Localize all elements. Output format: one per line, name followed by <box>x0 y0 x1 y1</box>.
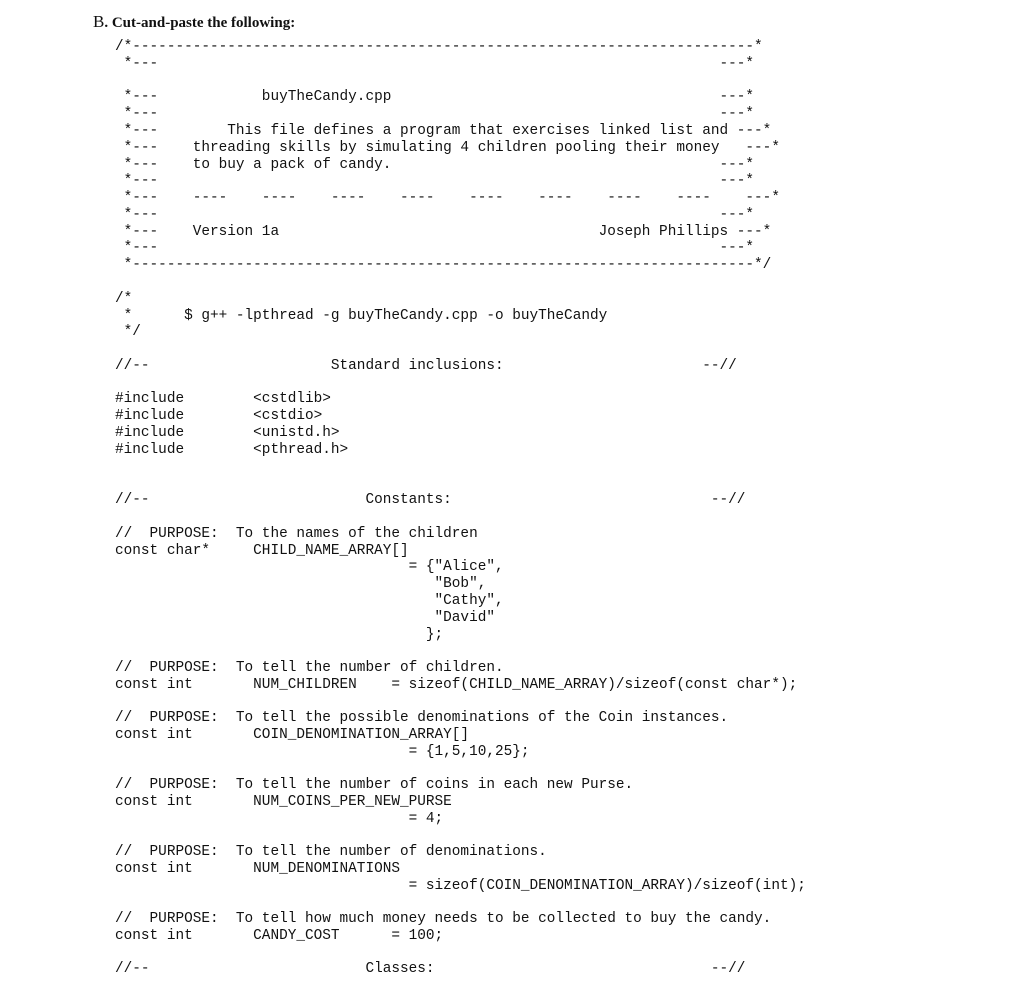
code-line: // PURPOSE: To tell the number of children. <box>115 660 504 676</box>
code-line: // PURPOSE: To tell the possible denominations of the Coin instances. <box>115 710 729 726</box>
code-line: // PURPOSE: To the names of the children <box>115 526 478 542</box>
code-line: const int NUM_CHILDREN = sizeof(CHILD_NAME_ARRAY)/sizeof(const char*); <box>115 677 798 693</box>
code-line: "David" <box>115 610 495 626</box>
code-line: = {"Alice", <box>115 559 504 575</box>
code-line: // PURPOSE: To tell the number of coins in each new Purse. <box>115 777 634 793</box>
code-line: #include <unistd.h> <box>115 425 340 441</box>
code-line: *--- threading skills by simulating 4 children pooling their money ---* <box>115 140 780 156</box>
section-title: . Cut-and-paste the following: <box>104 15 296 31</box>
code-line: #include <pthread.h> <box>115 442 349 458</box>
code-line: /* <box>115 291 133 307</box>
code-line: const int COIN_DENOMINATION_ARRAY[] <box>115 727 470 743</box>
code-line: "Cathy", <box>115 593 504 609</box>
code-line: const int CANDY_COST = 100; <box>115 928 444 944</box>
code-line: *--- ---* <box>115 173 755 189</box>
code-line: = {1,5,10,25}; <box>115 744 530 760</box>
code-line: #include <cstdio> <box>115 408 323 424</box>
code-line: */ <box>115 324 141 340</box>
code-line: *--- ---* <box>115 240 755 256</box>
code-line: *------------------------------------------------------------------------*/ <box>115 257 772 273</box>
code-line: = sizeof(COIN_DENOMINATION_ARRAY)/sizeof(int); <box>115 878 806 894</box>
code-line: /*------------------------------------------------------------------------* <box>115 39 763 55</box>
code-line: "Bob", <box>115 576 487 592</box>
code-line: *--- buyTheCandy.cpp ---* <box>115 89 755 105</box>
code-line: *--- ---* <box>115 207 755 223</box>
code-line: //-- Constants: --// <box>115 492 746 508</box>
code-line: *--- This file defines a program that exercises linked list and ---* <box>115 123 772 139</box>
code-line: *--- ---* <box>115 56 755 72</box>
code-line: //-- Standard inclusions: --// <box>115 358 737 374</box>
code-line: #include <cstdlib> <box>115 391 331 407</box>
code-line: * $ g++ -lpthread -g buyTheCandy.cpp -o buyTheCandy <box>115 308 608 324</box>
code-line: *--- to buy a pack of candy. ---* <box>115 157 755 173</box>
section-letter: B <box>93 12 105 31</box>
code-line: const int NUM_DENOMINATIONS <box>115 861 400 877</box>
code-line: *--- ---* <box>115 106 755 122</box>
code-line: const int NUM_COINS_PER_NEW_PURSE <box>115 794 452 810</box>
code-line: //-- Classes: --// <box>115 961 746 977</box>
code-line: // PURPOSE: To tell how much money needs to be collected to buy the candy. <box>115 911 772 927</box>
section-heading <box>93 12 295 32</box>
code-line: // PURPOSE: To tell the number of denominations. <box>115 844 547 860</box>
code-line: *--- ---- ---- ---- ---- ---- ---- ---- ---- ---* <box>115 190 780 206</box>
code-line: *--- Version 1a Joseph Phillips ---* <box>115 224 772 240</box>
code-line: const char* CHILD_NAME_ARRAY[] <box>115 543 409 559</box>
code-line: }; <box>115 627 444 643</box>
code-line: = 4; <box>115 811 444 827</box>
